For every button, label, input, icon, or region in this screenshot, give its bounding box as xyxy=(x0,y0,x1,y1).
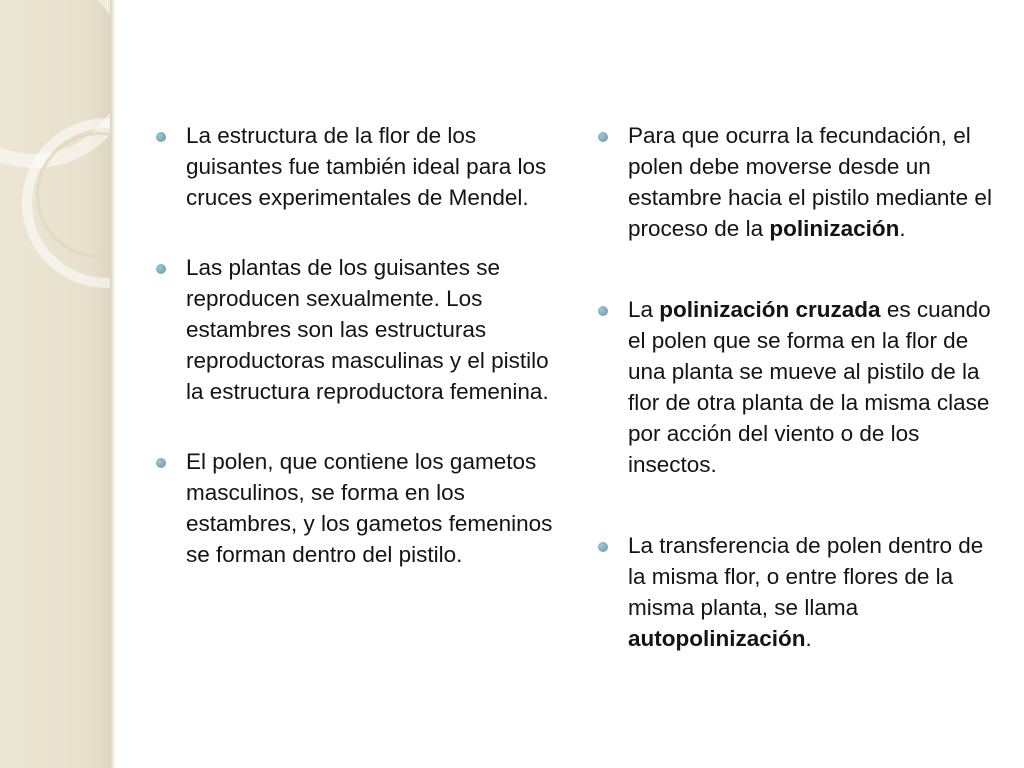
list-item xyxy=(596,294,1006,480)
bullet-text xyxy=(628,533,983,651)
bullet-text: La estructura de la flor de los guisantes fue también ideal para los cruces experimentales de Mendel. xyxy=(186,123,547,210)
bullet-text-part: La xyxy=(628,297,660,322)
list-item xyxy=(596,120,1006,244)
list-item xyxy=(596,530,1006,654)
list-item xyxy=(154,446,554,570)
bullet-text: El polen, que contiene los gametos masculinos, se forma en los estambres, y los gametos femeninos se forman dentro del pistilo. xyxy=(186,449,553,567)
bullet-dot-icon xyxy=(598,306,608,316)
bullet-text-part: Para que ocurra la fecundación, el polen debe moverse desde un estambre hacia el pistilo mediante el proceso de la xyxy=(628,123,992,241)
bullet-dot-icon xyxy=(598,542,608,552)
bullet-dot-icon xyxy=(156,132,166,142)
list-item xyxy=(154,120,554,213)
bullet-dot-icon xyxy=(156,264,166,274)
decorative-side-band xyxy=(0,0,112,768)
bullet-text-part: . xyxy=(805,626,812,651)
bold-term: polinización xyxy=(769,216,900,241)
bullet-text-part: . xyxy=(899,216,906,241)
right-text-column xyxy=(596,120,1006,704)
bullet-dot-icon xyxy=(598,132,608,142)
bullet-dot-icon xyxy=(156,458,166,468)
bold-term: autopolinización xyxy=(628,626,806,651)
side-band-edge xyxy=(110,0,116,768)
bold-term: polinización cruzada xyxy=(659,297,881,322)
left-text-column xyxy=(154,120,554,609)
bullet-text: Las plantas de los guisantes se reproducen sexualmente. Los estambres son las estructuras reproductoras masculinas y el pistilo la estructura reproductora femenina. xyxy=(186,255,549,404)
bullet-text-part: es cuando el polen que se forma en la flor de una planta se mueve al pistilo de la flor de otra planta de la misma clase por acción del viento o de los insectos. xyxy=(628,297,991,477)
bullet-text-part: La transferencia de polen dentro de la misma flor, o entre flores de la misma planta, se llama xyxy=(628,533,984,620)
list-item xyxy=(154,252,554,407)
bullet-text xyxy=(628,297,991,477)
bullet-text xyxy=(628,123,992,241)
